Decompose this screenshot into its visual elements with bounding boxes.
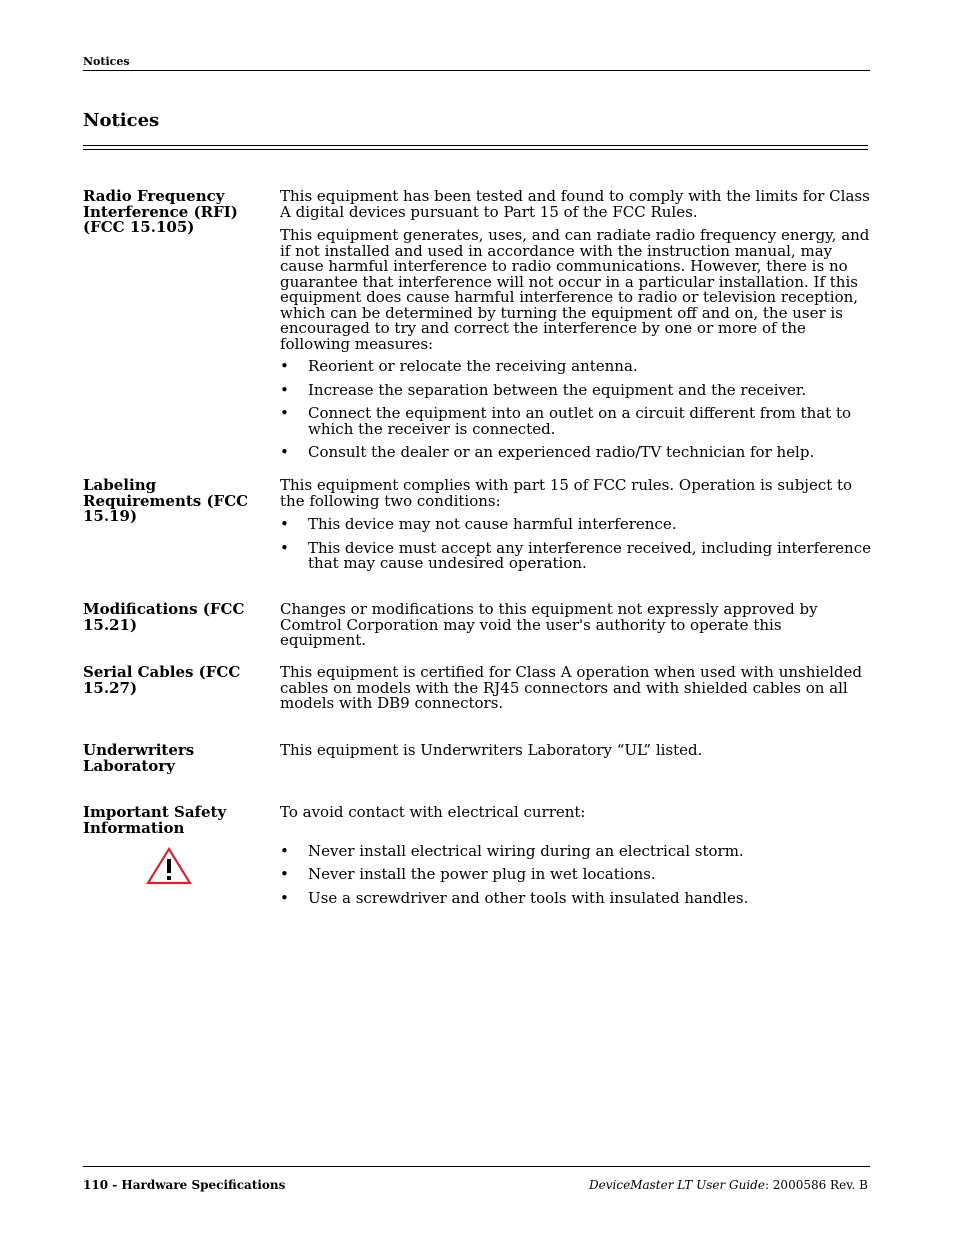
running-header: Notices bbox=[83, 55, 130, 68]
bullet-glyph: • bbox=[280, 841, 289, 860]
section-label: Underwriters Laboratory bbox=[83, 741, 195, 775]
section-body bbox=[280, 665, 872, 720]
footer-guide-name: DeviceMaster LT User Guide bbox=[589, 1178, 765, 1192]
list-item-text: Never install electrical wiring during an electrical storm. bbox=[308, 841, 744, 860]
paragraph: This equipment complies with part 15 of FCC rules. Operation is subject to the following two conditions: bbox=[280, 476, 853, 510]
warning-exclamation-dot bbox=[167, 876, 171, 880]
footer-document-title bbox=[589, 1178, 868, 1192]
footer-revision: : 2000586 Rev. B bbox=[764, 1178, 868, 1192]
paragraph: This equipment is Underwriters Laboratory “UL” listed. bbox=[280, 741, 703, 759]
list-item bbox=[280, 517, 872, 533]
paragraph: This equipment is certified for Class A operation when used with unshielded cables on models with the RJ45 connectors and with shielded cables on all models with DB9 connectors. bbox=[280, 663, 862, 712]
warning-triangle-icon bbox=[146, 847, 192, 885]
section-label: Important Safety Information bbox=[83, 803, 227, 837]
section-label: Modifications (FCC 15.21) bbox=[83, 600, 245, 634]
paragraph: Changes or modifications to this equipment not expressly approved by Comtrol Corporation may void the user's authority to operate this equipment. bbox=[280, 600, 818, 649]
list-item-text: Connect the equipment into an outlet on a circuit different from that to which the receiver is connected. bbox=[308, 404, 852, 438]
list-item-text: Increase the separation between the equipment and the receiver. bbox=[308, 380, 807, 399]
list-item bbox=[280, 359, 872, 375]
paragraph: To avoid contact with electrical current: bbox=[280, 803, 586, 821]
bullet-list bbox=[280, 359, 872, 461]
header-rule bbox=[83, 70, 870, 71]
list-item bbox=[280, 888, 872, 907]
bullet-glyph: • bbox=[280, 443, 289, 461]
list-item bbox=[280, 841, 872, 860]
bullet-list bbox=[280, 517, 872, 572]
bullet-glyph: • bbox=[280, 888, 289, 907]
list-item-text: Consult the dealer or an experienced radio/TV technician for help. bbox=[308, 443, 815, 461]
section-label: Labeling Requirements (FCC 15.19) bbox=[83, 476, 249, 525]
warning-exclamation-bar bbox=[167, 859, 171, 873]
list-item bbox=[280, 380, 872, 399]
list-item-text: This device may not cause harmful interference. bbox=[308, 515, 677, 533]
paragraph: This equipment has been tested and found to comply with the limits for Class A digital devices pursuant to Part 15 of the FCC Rules. bbox=[280, 187, 870, 221]
list-item bbox=[280, 867, 872, 883]
bullet-glyph: • bbox=[280, 515, 289, 533]
title-double-rule bbox=[83, 145, 868, 150]
list-item bbox=[280, 406, 872, 437]
bullet-glyph: • bbox=[280, 538, 289, 557]
paragraph: This equipment generates, uses, and can radiate radio frequency energy, and if not installed and used in accordance with the instruction manual, may cause harmful interference to radio communications. However, there is no guarantee that interference will not occur in a particular installation. If this equipment does cause harmful interference to radio or television reception, which can be determined by turning the equipment off and on, the user is encouraged to try and correct the interference by one or more of the following measures: bbox=[280, 226, 870, 353]
footer-rule bbox=[83, 1166, 870, 1167]
section-label: Radio Frequency Interference (RFI) (FCC 15.105) bbox=[83, 187, 238, 236]
list-item-text: Use a screwdriver and other tools with insulated handles. bbox=[308, 888, 749, 907]
section-body bbox=[280, 602, 872, 657]
section-body bbox=[280, 478, 872, 580]
page-title: Notices bbox=[83, 110, 160, 131]
bullet-glyph: • bbox=[280, 404, 289, 422]
section-body bbox=[280, 189, 872, 469]
section-body bbox=[280, 805, 872, 914]
list-item-text: Never install the power plug in wet locations. bbox=[308, 865, 656, 883]
section-label: Serial Cables (FCC 15.27) bbox=[83, 663, 241, 697]
bullet-glyph: • bbox=[280, 380, 289, 399]
list-item-text: Reorient or relocate the receiving antenna. bbox=[308, 357, 638, 375]
list-item bbox=[280, 538, 872, 572]
bullet-list bbox=[280, 841, 872, 907]
bullet-glyph: • bbox=[280, 357, 289, 375]
list-item-text: This device must accept any interference received, including interference that may cause undesired operation. bbox=[308, 538, 871, 572]
list-item bbox=[280, 445, 872, 461]
footer-page-number: 110 - Hardware Specifications bbox=[83, 1178, 286, 1192]
section-body bbox=[280, 743, 872, 767]
bullet-glyph: • bbox=[280, 865, 289, 883]
